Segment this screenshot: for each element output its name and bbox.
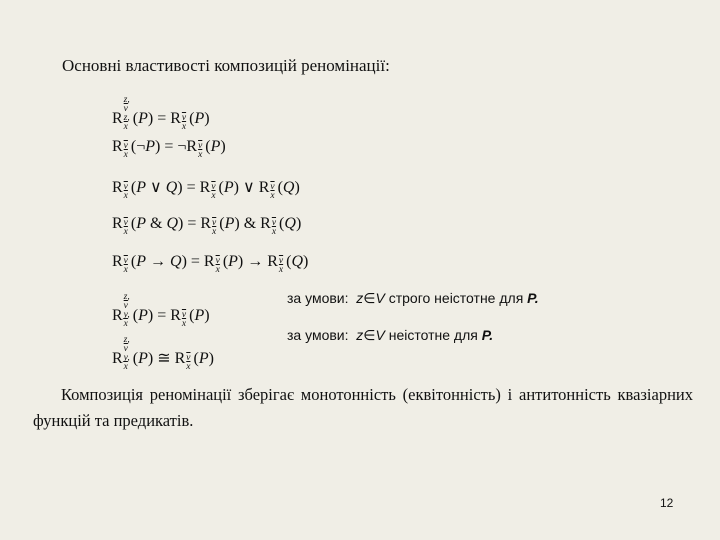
condition-rel: ∈	[363, 327, 376, 343]
condition-set: V	[375, 290, 385, 306]
condition-pred: P.	[481, 327, 494, 343]
condition-rel: ∈	[363, 290, 376, 306]
condition-pred: P.	[527, 290, 539, 306]
slide-heading: Основні властивості композицій реномінації:	[62, 56, 390, 75]
condition-text: строго неістотне для	[388, 290, 524, 306]
condition-var: z	[356, 290, 364, 306]
formula-4: R $\frac{\overline{v}}{x}$ (P & Q) = R $\frac{\overline{v}}{x}$ (P) & R $\frac{\overline{v}}{x}$ (Q)	[112, 215, 302, 237]
formula-1: R z, $\overline{v}$ z, $\overline{x}$ (P) = R $\frac{\overline{v}}{x}$ (P)	[112, 95, 210, 132]
condition-text: неістотне для	[388, 327, 478, 343]
condition-prefix: за умови:	[287, 290, 349, 306]
formula-2: R $\frac{\overline{v}}{x}$ (¬P) = ¬R $\frac{\overline{v}}{x}$ (P)	[112, 138, 226, 160]
page-number: 12	[660, 496, 674, 510]
condition-set: V	[375, 327, 385, 343]
condition-prefix: за умови:	[287, 327, 349, 343]
condition-var: z	[356, 327, 364, 343]
summary-paragraph	[33, 382, 693, 434]
condition-strict	[287, 290, 539, 307]
formula-6: R z, $\overline{v}$ y, $\overline{x}$ (P) = R $\frac{\overline{v}}{x}$ (P)	[112, 292, 210, 329]
formula-5: R $\frac{\overline{v}}{x}$ (P → Q) = R $\frac{\overline{v}}{x}$ (P) → R $\frac{\overline{v}}{x}$ (Q)	[112, 253, 309, 275]
formula-3: R $\frac{\overline{v}}{x}$ (P ∨ Q) = R $\frac{\overline{v}}{x}$ (P) ∨ R $\frac{\overline{v}}{x}$ (Q)	[112, 179, 300, 201]
condition-weak	[287, 327, 493, 344]
summary-text: Композиція реномінації зберігає монотонність (еквітонність) і антитонність квазіарних функцій та предикатів.	[33, 385, 693, 430]
formula-7: R z, $\overline{v}$ y, $\overline{x}$ (P) ≅ R $\frac{\overline{v}}{x}$ (P)	[112, 335, 214, 372]
